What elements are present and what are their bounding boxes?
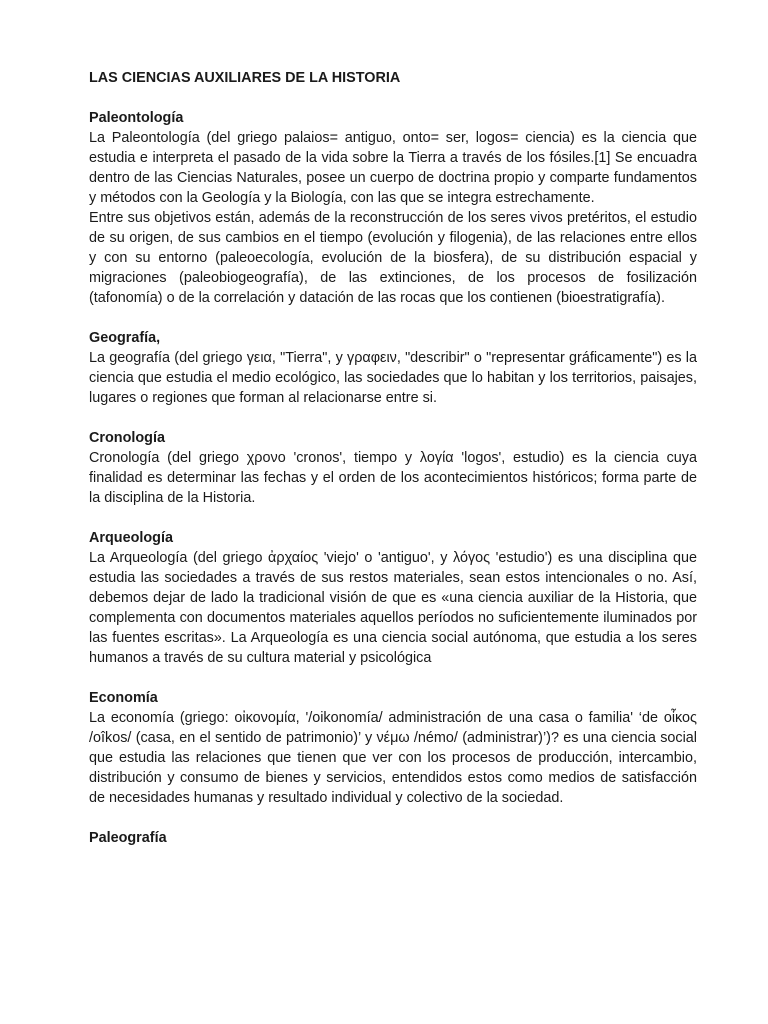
paragraph: La geografía (del griego γεια, "Tierra", y γραφειν, "describir" o "representar gráficamente") es la ciencia que estudia el medio ecológico, las sociedades que lo habitan y los territorios, paisajes, lugares o regiones que forman al relacionarse entre si.: [89, 350, 697, 406]
document-page: [89, 68, 697, 868]
section-heading: Paleontología: [89, 110, 184, 126]
paragraph: La Arqueología (del griego ἀρχαίος 'viejo' o 'antiguo', y λόγος 'estudio') es una disciplina que estudia las sociedades a través de sus restos materiales, sean estos intencionales o no. Así, debemos dejar de lado la tradicional visión de que es «una ciencia auxiliar de la Historia, que complementa con documentos materiales aquellos períodos no suficientemente iluminados por las fuentes escritas». La Arqueología es una ciencia social autónoma, que estudia a los seres humanos a través de su cultura material y psicológica: [89, 550, 697, 666]
section-heading: Economía: [89, 690, 158, 706]
section-cronologia: [89, 428, 697, 508]
section-arqueologia: [89, 528, 697, 668]
section-heading: Arqueología: [89, 530, 173, 546]
paragraph: Cronología (del griego χρονο 'cronos', tiempo y λογία 'logos', estudio) es la ciencia cuya finalidad es determinar las fechas y el orden de los acontecimientos históricos; forma parte de la disciplina de la Historia.: [89, 450, 697, 506]
paragraph: La economía (griego: οἰκονομία, '/oikonomía/ administración de una casa o familia' ‘de οἶκος /oîkos/ (casa, en el sentido de patrimonio)’ y νέμω /némo/ (administrar)’)? es una ciencia social que estudia las relaciones que tienen que ver con los procesos de producción, intercambio, distribución y consumo de bienes y servicios, entendidos estos como medios de satisfacción de necesidades humanas y resultado individual y colectivo de la sociedad.: [89, 710, 697, 806]
section-economia: [89, 688, 697, 808]
section-heading: Geografía,: [89, 330, 161, 346]
paragraph: Entre sus objetivos están, además de la reconstrucción de los seres vivos pretéritos, el estudio de su origen, de sus cambios en el tiempo (evolución y filogenia), de las relaciones entre ellos y con su entorno (paleoecología, evolución de la biosfera), de su distribución espacial y migraciones (paleobiogeografía), de las extinciones, de los procesos de fosilización (tafonomía) o de la correlación y datación de las rocas que los contienen (bioestratigrafía).: [89, 210, 697, 306]
paragraph: La Paleontología (del griego palaios= antiguo, onto= ser, logos= ciencia) es la ciencia que estudia e interpreta el pasado de la vida sobre la Tierra a través de los fósiles.[1] Se encuadra dentro de las Ciencias Naturales, posee un cuerpo de doctrina propio y comparte fundamentos y métodos con la Geología y la Biología, con las que se integra estrechamente.: [89, 130, 697, 206]
document-title: LAS CIENCIAS AUXILIARES DE LA HISTORIA: [89, 70, 401, 86]
section-geografia: [89, 328, 697, 408]
section-heading: Paleografía: [89, 830, 167, 846]
section-paleontologia: [89, 108, 697, 308]
section-heading: Cronología: [89, 430, 165, 446]
section-paleografia: [89, 828, 697, 848]
